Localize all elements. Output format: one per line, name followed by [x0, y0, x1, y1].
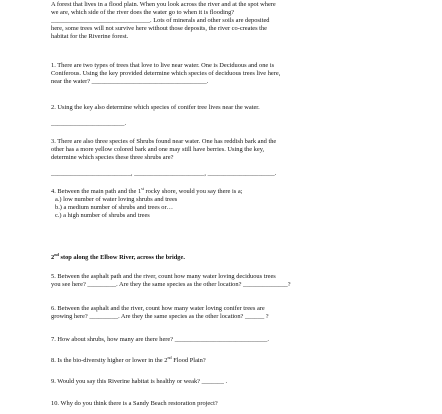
question-8: 8. Is the bio-diversity higher or lower in the 2nd Flood Plain?	[51, 354, 206, 364]
option-c: c.) a high number of shrubs and trees	[55, 212, 150, 220]
question-10: 10. Why do you think there is a Sandy Beach restoration project?	[51, 400, 218, 407]
question-line: growing here? _________. Are they the same species as the other location? ______ ?	[51, 313, 269, 321]
question-line: 3. There are also three species of Shrubs found near water. One has reddish bark and the	[51, 138, 277, 145]
option-a: a.) low number of water loving shrubs and trees	[55, 196, 178, 204]
question-line: 5. Between the asphalt path and the river, count how many water loving deciduous trees	[51, 273, 276, 280]
question-line: 6. Between the asphalt and the river, count how many water loving conifer trees are	[51, 305, 265, 312]
intro-line: we are, which side of the river does the water go to when it is flooding?	[51, 9, 235, 17]
question-line: other has a more yellow colored bark and one may still have berries. Using the key,	[51, 146, 265, 154]
intro-line: habitat for the Riverine forest.	[51, 33, 129, 41]
question-3	[51, 138, 381, 178]
question-line: 2. Using the key also determine which species of conifer tree lives near the water.	[51, 104, 260, 111]
question-line: determine which species these three shrubs are?	[51, 154, 174, 162]
option-b: b.) a medium number of shrubs and trees or…	[55, 204, 174, 212]
question-9: 9. Would you say this Riverine habitat is healthy or weak? _______ .	[51, 378, 228, 385]
question-1	[51, 62, 381, 86]
answer-blanks: _________________________, ______________________, _____________________.	[51, 170, 277, 178]
question-5	[51, 273, 381, 289]
question-2	[51, 104, 381, 128]
intro-line: _______________________________. Lots of minerals and other soils are deposited	[51, 17, 270, 25]
intro-line: A forest that lives in a flood plain. When you look across the river and at the spot where	[51, 1, 276, 8]
intro-line: here, some trees will not survive here without those deposits, the river co-creates the	[51, 25, 267, 33]
question-6	[51, 305, 381, 321]
intro-paragraph	[51, 1, 381, 41]
question-4	[51, 185, 381, 220]
question-line: near the water? ____________________________________.	[51, 78, 209, 86]
question-line: you see here? _________. Are they the same species as the other location? ______________?	[51, 281, 291, 289]
question-line: 1. There are two types of trees that love to live near water. One is Deciduous and one is	[51, 62, 275, 69]
question-line: 4. Between the main path and the 1st rocky shore, would you say there is a;	[51, 185, 243, 195]
answer-blank: _______________________.	[51, 120, 127, 128]
question-line: Coniferous. Using the key provided determine which species of deciduous trees live here,	[51, 70, 281, 78]
question-7: 7. How about shrubs, how many are there here? _____________________________.	[51, 336, 269, 343]
section-heading-stop-2: 2nd stop along the Elbow River, across the bridge.	[51, 251, 185, 261]
